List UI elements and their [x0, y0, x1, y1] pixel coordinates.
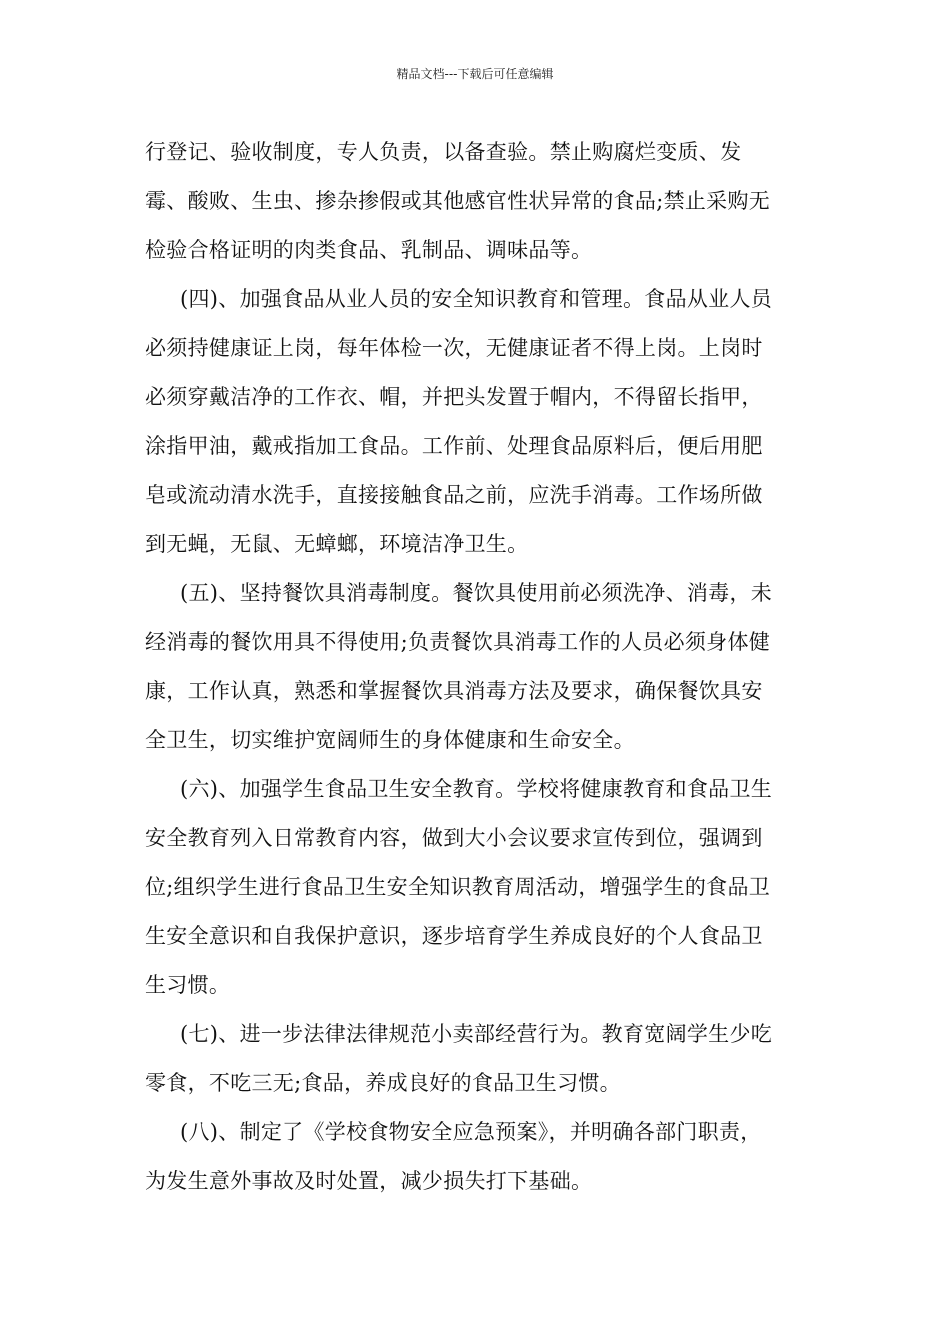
text-line: 生习惯。	[145, 973, 231, 997]
text-line: 涂指甲油，戴戒指加工食品。工作前、处理食品原料后，便后用肥	[145, 434, 763, 458]
text-line: 位;组织学生进行食品卫生安全知识教育周活动，增强学生的食品卫	[145, 875, 771, 899]
text-line: 必须持健康证上岗，每年体检一次，无健康证者不得上岗。上岗时	[145, 336, 763, 360]
text-line: 霉、酸败、生虫、掺杂掺假或其他感官性状异常的食品;禁止采购无	[145, 189, 771, 213]
text-line: 为发生意外事故及时处置，减少损失打下基础。	[145, 1169, 593, 1193]
text-line: 康，工作认真，熟悉和掌握餐饮具消毒方法及要求，确保餐饮具安	[145, 679, 763, 703]
paragraph-8-first-line: (八)、制定了《学校食物安全应急预案》，并明确各部门职责，	[180, 1120, 762, 1144]
text-line: 到无蝇，无鼠、无蟑螂，环境洁净卫生。	[145, 532, 529, 556]
text-line: 全卫生，切实维护宽阔师生的身体健康和生命安全。	[145, 728, 635, 752]
page-header: 精品文档---下载后可任意编辑	[396, 67, 554, 81]
text-line: 行登记、验收制度，专人负责，以备查验。禁止购腐烂变质、发	[145, 140, 742, 164]
paragraph-7-first-line: (七)、进一步法律法律规范小卖部经营行为。教育宽阔学生少吃	[180, 1022, 773, 1046]
text-line: 经消毒的餐饮用具不得使用;负责餐饮具消毒工作的人员必须身体健	[145, 630, 771, 654]
text-line: 安全教育列入日常教育内容，做到大小会议要求宣传到位，强调到	[145, 826, 763, 850]
text-line: 皂或流动清水洗手，直接接触食品之前，应洗手消毒。工作场所做	[145, 483, 763, 507]
text-line: 检验合格证明的肉类食品、乳制品、调味品等。	[145, 238, 593, 262]
text-line: 零食，不吃三无;食品，养成良好的食品卫生习惯。	[145, 1071, 621, 1095]
paragraph-6-first-line: (六)、加强学生食品卫生安全教育。学校将健康教育和食品卫生	[180, 777, 773, 801]
paragraph-5-first-line: (五)、坚持餐饮具消毒制度。餐饮具使用前必须洗净、消毒，未	[180, 581, 773, 605]
document-body	[145, 132, 805, 1210]
paragraph-4-first-line: (四)、加强食品从业人员的安全知识教育和管理。食品从业人员	[180, 287, 773, 311]
text-line: 必须穿戴洁净的工作衣、帽，并把头发置于帽内，不得留长指甲，	[145, 385, 763, 409]
text-line: 生安全意识和自我保护意识，逐步培育学生养成良好的个人食品卫	[145, 924, 763, 948]
